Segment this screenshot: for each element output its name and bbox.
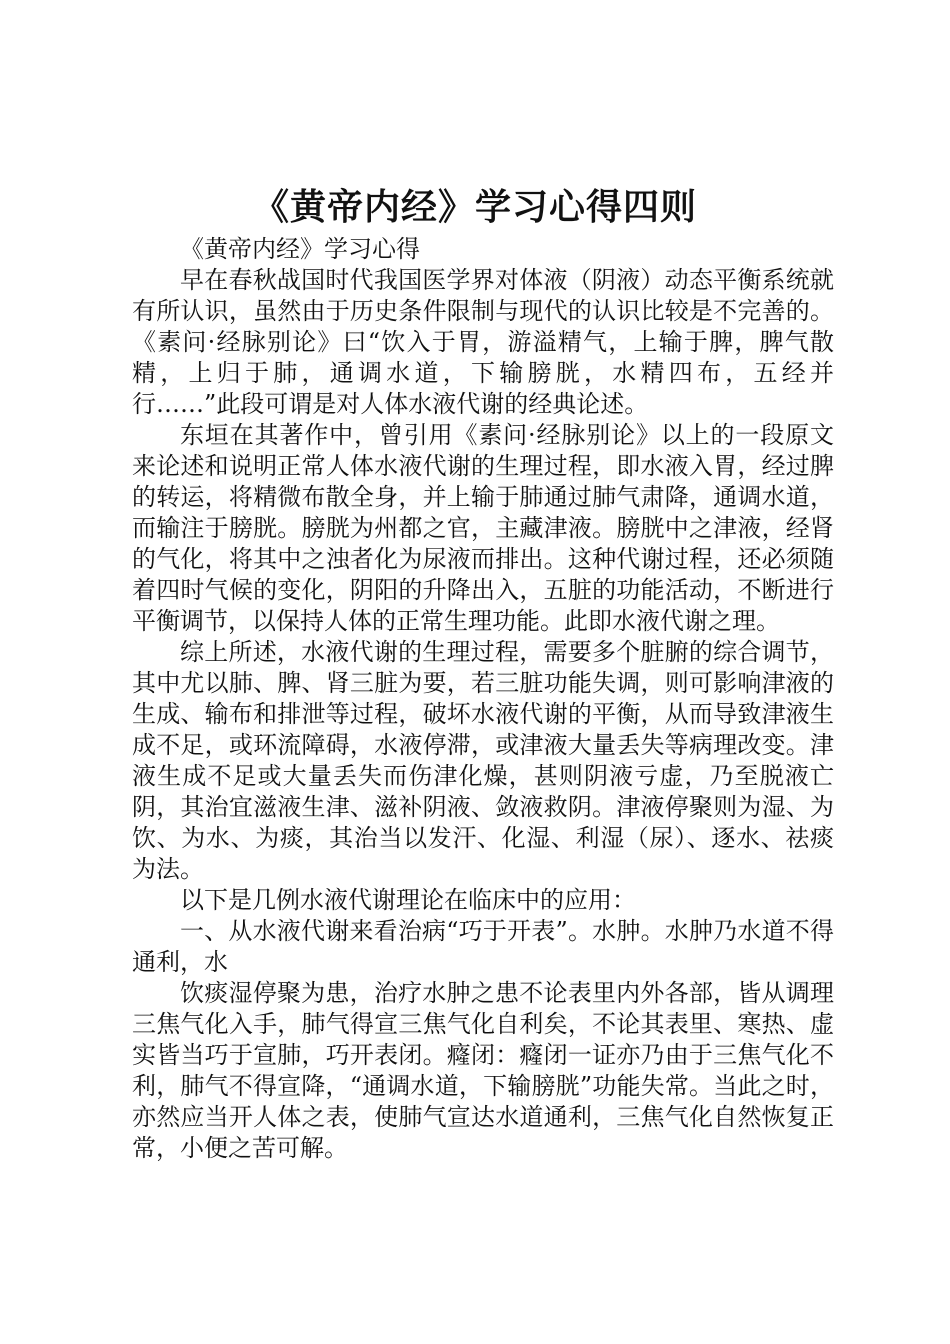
paragraph-5: 一、从水液代谢来看治病“巧于开表”。水肿。水肿乃水道不得通利，水: [132, 917, 834, 976]
paragraph-subtitle: 《黄帝内经》学习心得: [180, 235, 420, 263]
document-body: [132, 234, 834, 1164]
paragraph-4: 以下是几例水液代谢理论在临床中的应用：: [180, 886, 636, 914]
paragraph-2: 东垣在其著作中，曾引用《素问·经脉别论》以上的一段原文来论述和说明正常人体水液代谢的生理过程，即水液入胃，经过脾的转运，将精微布散全身，并上输于肺通过肺气肃降，通调水道，而输注于膀胱。膀胱为州都之官，主藏津液。膀胱中之津液，经肾的气化，将其中之浊者化为尿液而排出。这种代谢过程，还必须随着四时气候的变化，阴阳的升降出入，五脏的功能活动，不断进行平衡调节，以保持人体的正常生理功能。此即水液代谢之理。: [132, 421, 834, 635]
paragraph-1: 早在春秋战国时代我国医学界对体液（阴液）动态平衡系统就有所认识，虽然由于历史条件限制与现代的认识比较是不完善的。《素问·经脉别论》曰“饮入于胃，游溢精气，上输于脾，脾气散精，上归于肺，通调水道，下输膀胱，水精四布，五经并行……”此段可谓是对人体水液代谢的经典论述。: [132, 266, 834, 418]
paragraph-6: 饮痰湿停聚为患，治疗水肿之患不论表里内外各部，皆从调理三焦气化入手，肺气得宣三焦气化自利矣，不论其表里、寒热、虚实皆当巧于宣肺，巧开表闭。癃闭：癃闭一证亦乃由于三焦气化不利，肺气不得宣降，“通调水道，下输膀胱”功能失常。当此之时，亦然应当开人体之表，使肺气宣达水道通利，三焦气化自然恢复正常，小便之苦可解。: [132, 979, 834, 1162]
document-title: 《黄帝内经》学习心得四则: [252, 187, 697, 228]
paragraph-3: 综上所述，水液代谢的生理过程，需要多个脏腑的综合调节，其中尤以肺、脾、肾三脏为要，若三脏功能失调，则可影响津液的生成、输布和排泄等过程，破坏水液代谢的平衡，从而导致津液生成不足，或环流障碍，水液停滞，或津液大量丢失等病理改变。津液生成不足或大量丢失而伤津化燥，甚则阴液亏虚，乃至脱液亡阴，其治宜滋液生津、滋补阴液、敛液救阴。津液停聚则为湿、为饮、为水、为痰，其治当以发汗、化湿、利湿（尿）、逐水、祛痰为法。: [132, 638, 834, 883]
